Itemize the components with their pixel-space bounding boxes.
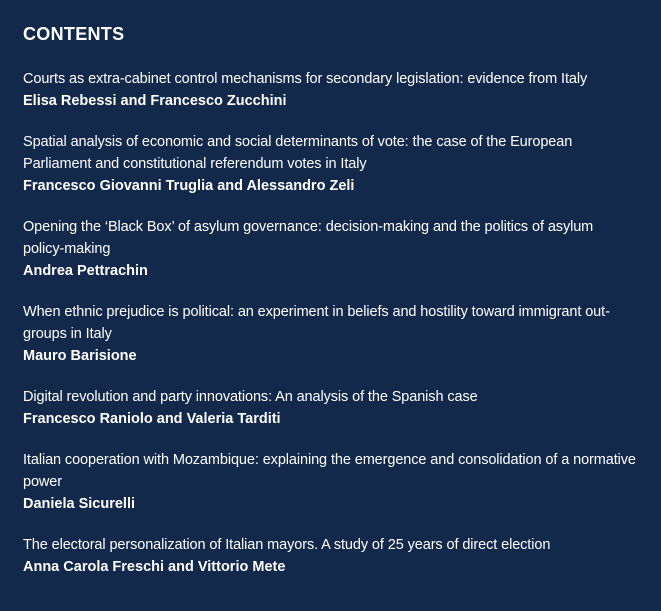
contents-entry bbox=[23, 449, 637, 515]
article-title[interactable]: Opening the ‘Black Box’ of asylum governance: decision-making and the politics of asylum policy-making bbox=[23, 219, 594, 257]
article-authors: Francesco Raniolo and Valeria Tarditi bbox=[23, 411, 281, 427]
contents-entry bbox=[23, 301, 637, 367]
article-title[interactable]: Courts as extra-cabinet control mechanisms for secondary legislation: evidence from Italy bbox=[23, 71, 588, 87]
article-authors: Andrea Pettrachin bbox=[23, 263, 148, 279]
article-title[interactable]: When ethnic prejudice is political: an experiment in beliefs and hostility toward immigrant out-groups in Italy bbox=[23, 304, 610, 342]
article-authors: Elisa Rebessi and Francesco Zucchini bbox=[23, 93, 287, 109]
article-title[interactable]: Digital revolution and party innovations: An analysis of the Spanish case bbox=[23, 389, 478, 405]
contents-entry bbox=[23, 386, 637, 430]
article-title[interactable]: Spatial analysis of economic and social determinants of vote: the case of the European Parliament and constitutional referendum votes in Italy bbox=[23, 134, 573, 172]
contents-entry bbox=[23, 68, 637, 112]
article-title[interactable]: Italian cooperation with Mozambique: explaining the emergence and consolidation of a normative power bbox=[23, 452, 636, 490]
contents-entry bbox=[23, 131, 637, 197]
contents-entry bbox=[23, 534, 637, 578]
contents-entry bbox=[23, 216, 637, 282]
contents-heading: CONTENTS bbox=[23, 24, 125, 44]
article-authors: Anna Carola Freschi and Vittorio Mete bbox=[23, 559, 286, 575]
article-authors: Francesco Giovanni Truglia and Alessandro Zeli bbox=[23, 178, 355, 194]
article-authors: Daniela Sicurelli bbox=[23, 496, 136, 512]
article-title[interactable]: The electoral personalization of Italian mayors. A study of 25 years of direct election bbox=[23, 537, 551, 553]
article-authors: Mauro Barisione bbox=[23, 348, 137, 364]
